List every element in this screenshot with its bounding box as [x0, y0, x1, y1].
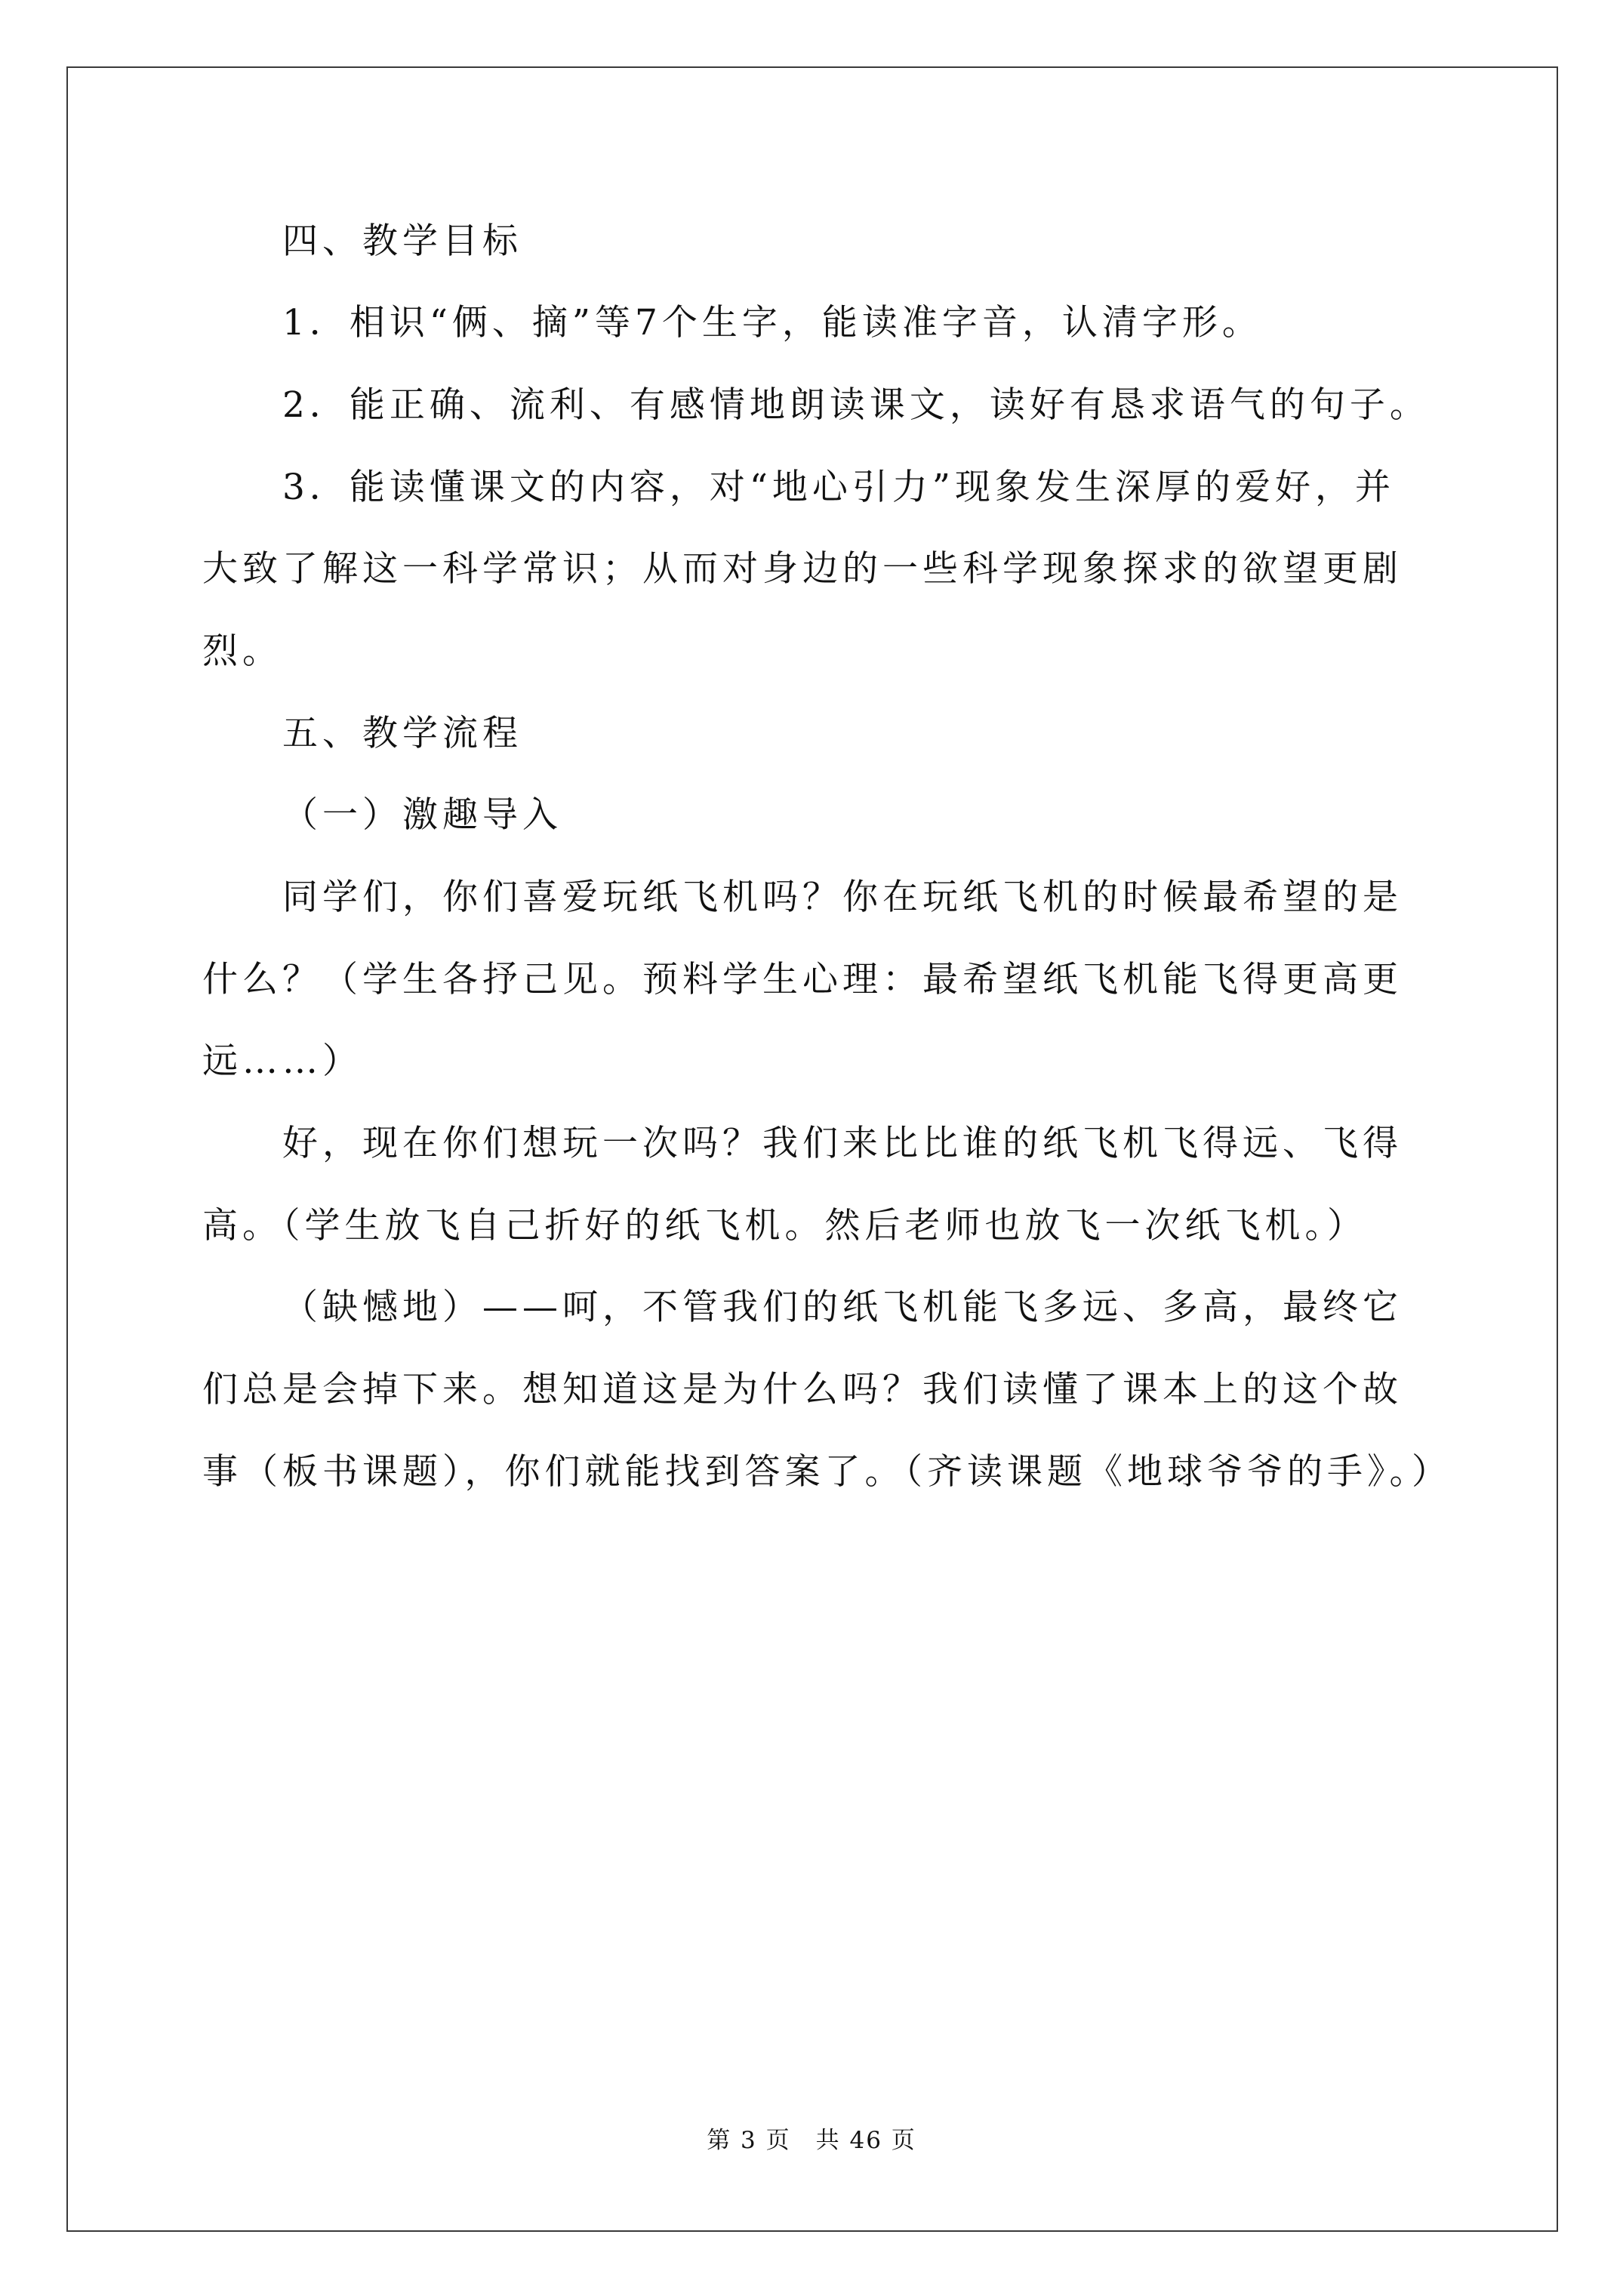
- objective-item-3-line-1: 3．能读懂课文的内容，对“地心引力”现象发生深厚的爱好，并: [282, 467, 1395, 508]
- paragraph-1-line-1: 同学们，你们喜爱玩纸飞机吗？你在玩纸飞机的时候最希望的是: [282, 877, 1403, 918]
- paragraph-2-line-1: 好，现在你们想玩一次吗？我们来比比谁的纸飞机飞得远、飞得: [282, 1123, 1403, 1164]
- objective-item-2: 2．能正确、流利、有感情地朗读课文，读好有恳求语气的句子。: [282, 384, 1430, 426]
- page-number-footer: 第 3 页 共 46 页: [707, 2127, 916, 2154]
- paragraph-3-line-3: 事（板书课题），你们就能找到答案了。（齐读课题《地球爷爷的手》。）: [202, 1451, 1452, 1493]
- objective-item-3-line-3: 烈。: [202, 630, 282, 672]
- objective-item-3-line-2: 大致了解这一科学常识；从而对身边的一些科学现象探求的欲望更剧: [202, 548, 1403, 590]
- section-heading-objectives: 四、教学目标: [282, 220, 522, 262]
- section-heading-process: 五、教学流程: [282, 713, 522, 754]
- paragraph-3-line-1: （缺憾地）——呵，不管我们的纸飞机能飞多远、多高，最终它: [282, 1287, 1403, 1328]
- paragraph-1-line-3: 远……）: [202, 1040, 362, 1082]
- objective-item-1: 1．相识“俩、摘”等7个生字，能读准字音，认清字形。: [282, 302, 1262, 344]
- paragraph-3-line-2: 们总是会掉下来。想知道这是为什么吗？我们读懂了课本上的这个故: [202, 1369, 1403, 1410]
- paragraph-1-line-2: 什么？（学生各抒己见。预料学生心理：最希望纸飞机能飞得更高更: [202, 959, 1403, 1000]
- subheading-intro: （一）激趣导入: [282, 794, 562, 836]
- paragraph-2-line-2: 高。（学生放飞自己折好的纸飞机。然后老师也放飞一次纸飞机。）: [202, 1205, 1367, 1247]
